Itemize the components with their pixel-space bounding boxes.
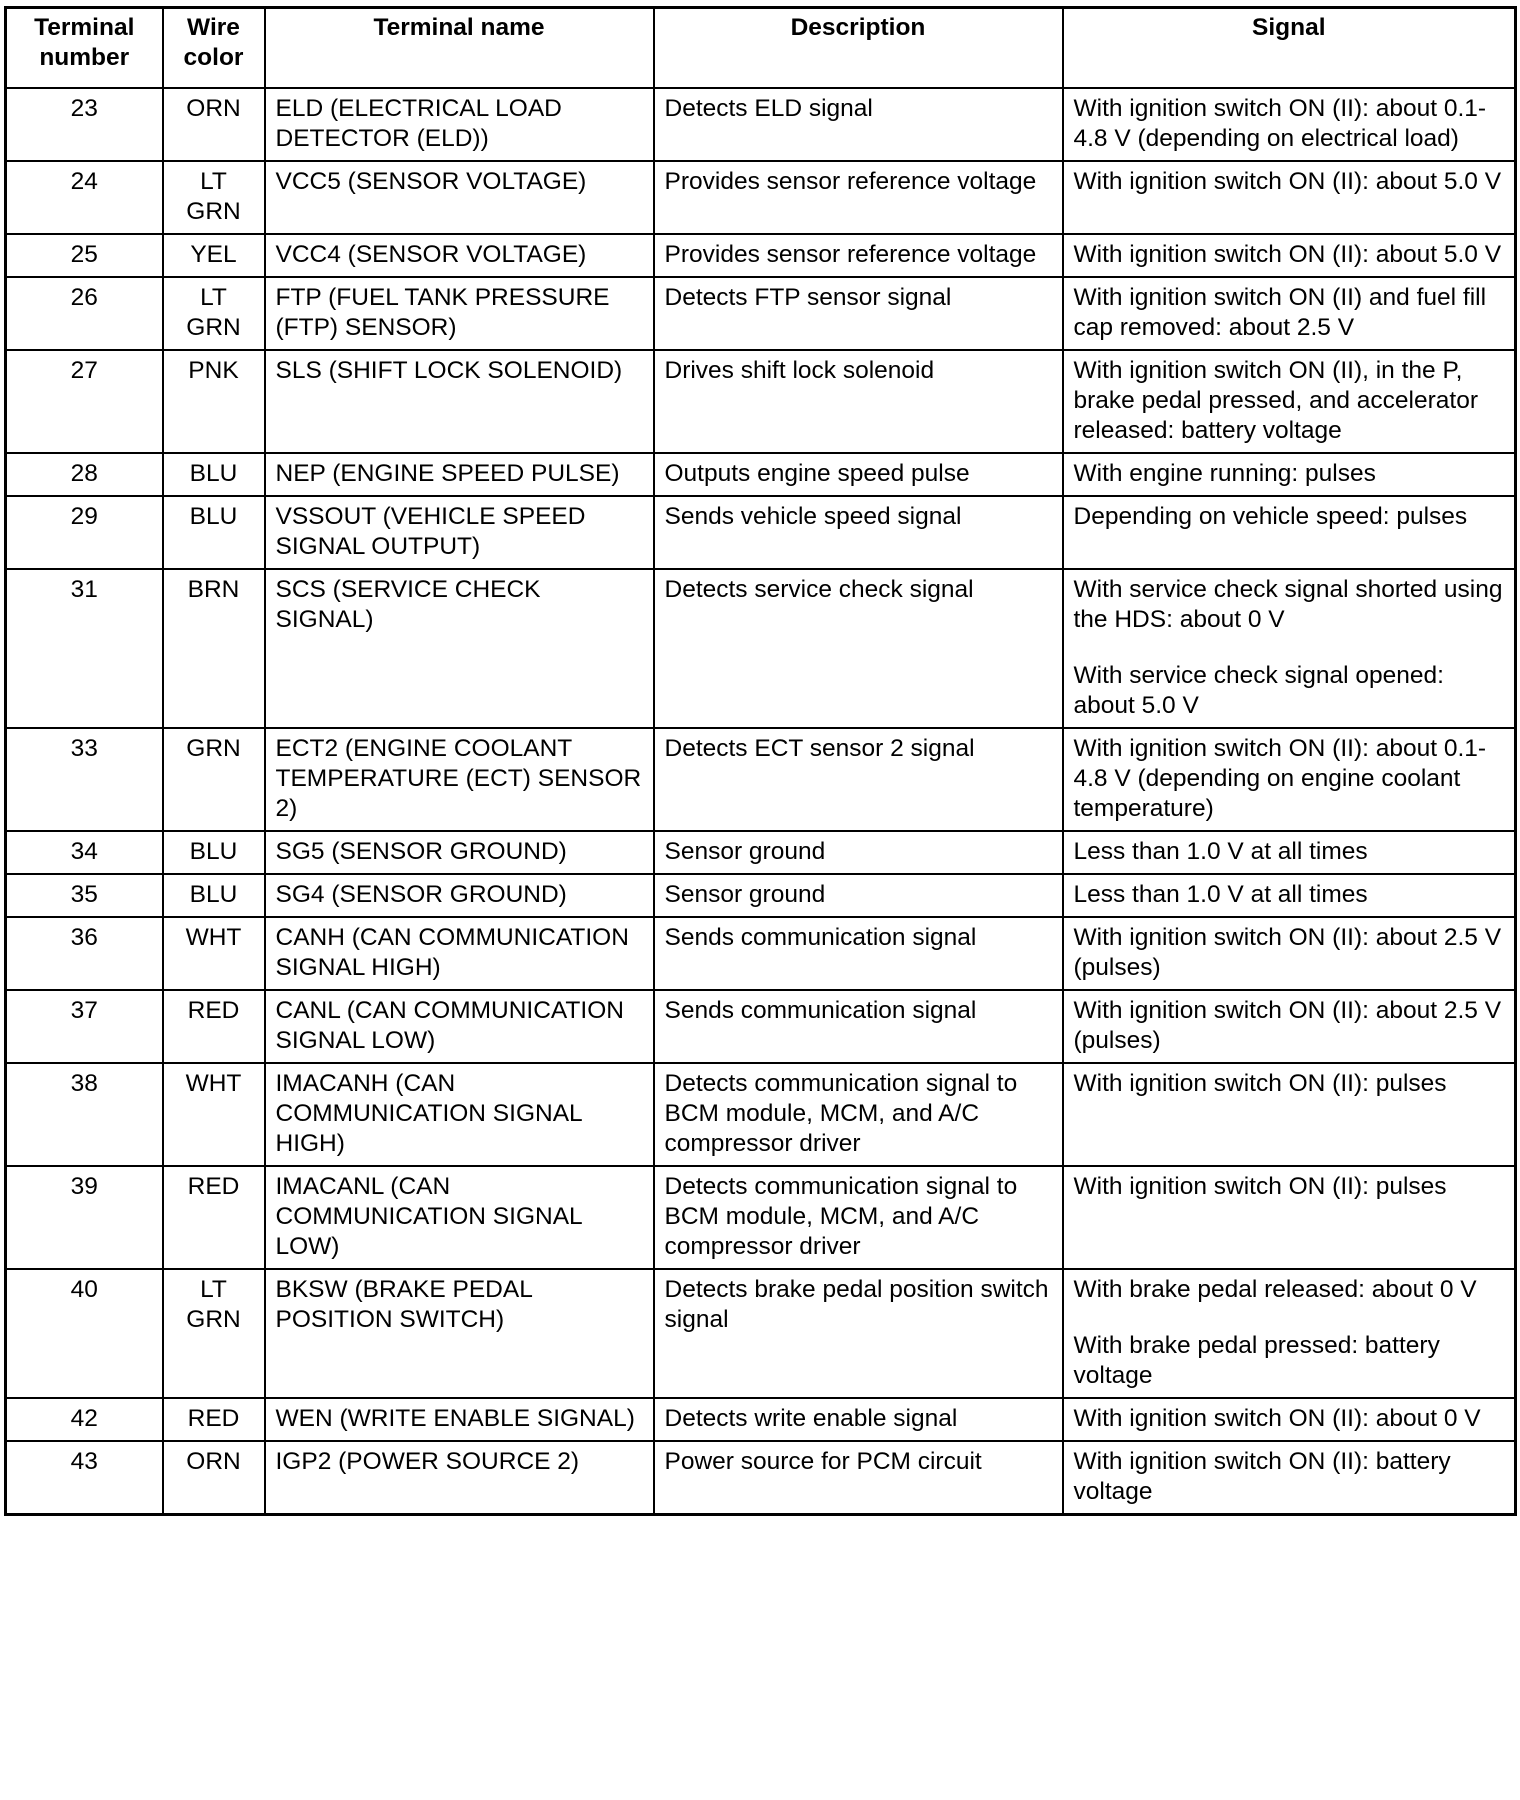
header-row xyxy=(6,8,1516,88)
terminal-number-cell: 24 xyxy=(6,161,163,234)
terminal-name-cell: WEN (WRITE ENABLE SIGNAL) xyxy=(265,1398,654,1441)
header-terminal-number-line-2: number xyxy=(39,44,130,71)
terminal-name-cell: CANH (CAN COMMUNICATION SIGNAL HIGH) xyxy=(265,917,654,990)
signal-cell xyxy=(1063,874,1516,917)
terminal-number-cell: 33 xyxy=(6,728,163,831)
terminal-number-cell: 27 xyxy=(6,350,163,453)
wire-color-cell: LT GRN xyxy=(163,161,265,234)
table-row xyxy=(6,1166,1516,1269)
terminal-name-cell: IGP2 (POWER SOURCE 2) xyxy=(265,1441,654,1515)
signal-paragraph: Less than 1.0 V at all times xyxy=(1073,837,1368,865)
signal-cell xyxy=(1063,1398,1516,1441)
header-wire-color xyxy=(163,8,265,88)
wire-color-cell: GRN xyxy=(163,728,265,831)
table-row xyxy=(6,1441,1516,1515)
signal-paragraph: With engine running: pulses xyxy=(1073,459,1376,487)
table-row xyxy=(6,1063,1516,1166)
terminal-name-cell: NEP (ENGINE SPEED PULSE) xyxy=(265,453,654,496)
signal-cell xyxy=(1063,1166,1516,1269)
terminal-name-cell: SLS (SHIFT LOCK SOLENOID) xyxy=(265,350,654,453)
description-cell: Detects ELD signal xyxy=(654,88,1063,161)
wire-color-cell: RED xyxy=(163,1166,265,1269)
description-cell: Sends vehicle speed signal xyxy=(654,496,1063,569)
table-row xyxy=(6,453,1516,496)
signal-cell xyxy=(1063,1269,1516,1398)
signal-cell xyxy=(1063,496,1516,569)
terminal-number-cell: 31 xyxy=(6,569,163,728)
signal-paragraph: With service check signal opened: about 5.0 V xyxy=(1073,661,1444,719)
table-row xyxy=(6,350,1516,453)
terminal-number-cell: 28 xyxy=(6,453,163,496)
terminal-name-cell: ELD (ELECTRICAL LOAD DETECTOR (ELD)) xyxy=(265,88,654,161)
signal-cell xyxy=(1063,277,1516,350)
terminal-number-cell: 43 xyxy=(6,1441,163,1515)
signal-cell xyxy=(1063,831,1516,874)
terminal-table xyxy=(4,6,1517,1516)
signal-cell xyxy=(1063,234,1516,277)
header-terminal-name: Terminal name xyxy=(265,8,654,88)
signal-cell xyxy=(1063,88,1516,161)
signal-paragraph: With ignition switch ON (II): about 0.1-4.8 V (depending on electrical load) xyxy=(1073,94,1487,152)
table-row xyxy=(6,1398,1516,1441)
terminal-name-cell: VSSOUT (VEHICLE SPEED SIGNAL OUTPUT) xyxy=(265,496,654,569)
wire-color-cell: YEL xyxy=(163,234,265,277)
description-cell: Sensor ground xyxy=(654,874,1063,917)
terminal-number-cell: 23 xyxy=(6,88,163,161)
terminal-number-cell: 35 xyxy=(6,874,163,917)
description-cell: Sends communication signal xyxy=(654,917,1063,990)
terminal-name-cell: VCC5 (SENSOR VOLTAGE) xyxy=(265,161,654,234)
wire-color-cell: RED xyxy=(163,1398,265,1441)
signal-cell xyxy=(1063,990,1516,1063)
signal-cell xyxy=(1063,569,1516,728)
signal-paragraph: With ignition switch ON (II): about 2.5 V (pulses) xyxy=(1073,923,1502,981)
wire-color-cell: BRN xyxy=(163,569,265,728)
description-cell: Power source for PCM circuit xyxy=(654,1441,1063,1515)
signal-cell xyxy=(1063,917,1516,990)
table-row xyxy=(6,917,1516,990)
description-cell: Detects write enable signal xyxy=(654,1398,1063,1441)
description-cell: Sends communication signal xyxy=(654,990,1063,1063)
terminal-name-cell: BKSW (BRAKE PEDAL POSITION SWITCH) xyxy=(265,1269,654,1398)
header-description: Description xyxy=(654,8,1063,88)
signal-paragraph: With ignition switch ON (II) and fuel fill cap removed: about 2.5 V xyxy=(1073,283,1487,341)
terminal-number-cell: 39 xyxy=(6,1166,163,1269)
table-body xyxy=(6,88,1516,1515)
table-row xyxy=(6,1269,1516,1398)
table-row xyxy=(6,728,1516,831)
header-terminal-number xyxy=(6,8,163,88)
terminal-number-cell: 37 xyxy=(6,990,163,1063)
terminal-name-cell: IMACANH (CAN COMMUNICATION SIGNAL HIGH) xyxy=(265,1063,654,1166)
wire-color-cell: BLU xyxy=(163,874,265,917)
signal-paragraph: With ignition switch ON (II): about 0.1-4.8 V (depending on engine coolant temperature) xyxy=(1073,734,1487,822)
terminal-number-cell: 38 xyxy=(6,1063,163,1166)
header-signal: Signal xyxy=(1063,8,1516,88)
signal-paragraph: With ignition switch ON (II): about 5.0 V xyxy=(1073,240,1502,268)
signal-paragraph: Less than 1.0 V at all times xyxy=(1073,880,1368,908)
table-row xyxy=(6,990,1516,1063)
signal-cell xyxy=(1063,350,1516,453)
terminal-name-cell: ECT2 (ENGINE COOLANT TEMPERATURE (ECT) SENSOR 2) xyxy=(265,728,654,831)
terminal-name-cell: FTP (FUEL TANK PRESSURE (FTP) SENSOR) xyxy=(265,277,654,350)
signal-cell xyxy=(1063,728,1516,831)
wire-color-cell: BLU xyxy=(163,453,265,496)
signal-cell xyxy=(1063,161,1516,234)
description-cell: Drives shift lock solenoid xyxy=(654,350,1063,453)
signal-paragraph: With ignition switch ON (II): about 0 V xyxy=(1073,1404,1481,1432)
description-cell: Detects FTP sensor signal xyxy=(654,277,1063,350)
table-row xyxy=(6,496,1516,569)
signal-paragraph: With ignition switch ON (II), in the P, brake pedal pressed, and accelerator released: battery voltage xyxy=(1073,356,1479,444)
terminal-name-cell: SG4 (SENSOR GROUND) xyxy=(265,874,654,917)
signal-cell xyxy=(1063,453,1516,496)
description-cell: Provides sensor reference voltage xyxy=(654,161,1063,234)
header-wire-color-line-2: color xyxy=(183,44,244,71)
wire-color-cell: RED xyxy=(163,990,265,1063)
table-row xyxy=(6,161,1516,234)
description-cell: Detects service check signal xyxy=(654,569,1063,728)
signal-paragraph: With ignition switch ON (II): pulses xyxy=(1073,1172,1447,1200)
signal-paragraph: With ignition switch ON (II): battery voltage xyxy=(1073,1447,1451,1505)
signal-cell xyxy=(1063,1441,1516,1515)
wire-color-cell: WHT xyxy=(163,1063,265,1166)
signal-paragraph: With ignition switch ON (II): about 2.5 V (pulses) xyxy=(1073,996,1502,1054)
terminal-number-cell: 29 xyxy=(6,496,163,569)
wire-color-cell: WHT xyxy=(163,917,265,990)
wire-color-cell: LT GRN xyxy=(163,277,265,350)
table-row xyxy=(6,88,1516,161)
signal-paragraph: With ignition switch ON (II): pulses xyxy=(1073,1069,1447,1097)
terminal-number-cell: 25 xyxy=(6,234,163,277)
signal-paragraph: With ignition switch ON (II): about 5.0 V xyxy=(1073,167,1502,195)
terminal-number-cell: 40 xyxy=(6,1269,163,1398)
table-row xyxy=(6,277,1516,350)
wire-color-cell: LT GRN xyxy=(163,1269,265,1398)
wire-color-cell: PNK xyxy=(163,350,265,453)
signal-paragraph: With brake pedal pressed: battery voltage xyxy=(1073,1331,1440,1389)
terminal-name-cell: IMACANL (CAN COMMUNICATION SIGNAL LOW) xyxy=(265,1166,654,1269)
table-header xyxy=(6,8,1516,88)
terminal-name-cell: SG5 (SENSOR GROUND) xyxy=(265,831,654,874)
terminal-number-cell: 34 xyxy=(6,831,163,874)
wire-color-cell: ORN xyxy=(163,88,265,161)
terminal-number-cell: 42 xyxy=(6,1398,163,1441)
description-cell: Provides sensor reference voltage xyxy=(654,234,1063,277)
description-cell: Outputs engine speed pulse xyxy=(654,453,1063,496)
signal-paragraph: Depending on vehicle speed: pulses xyxy=(1073,502,1468,530)
description-cell: Detects brake pedal position switch signal xyxy=(654,1269,1063,1398)
table-row xyxy=(6,569,1516,728)
table-row xyxy=(6,234,1516,277)
description-cell: Detects communication signal to BCM module, MCM, and A/C compressor driver xyxy=(654,1063,1063,1166)
terminal-number-cell: 26 xyxy=(6,277,163,350)
terminal-name-cell: SCS (SERVICE CHECK SIGNAL) xyxy=(265,569,654,728)
description-cell: Sensor ground xyxy=(654,831,1063,874)
wire-color-cell: BLU xyxy=(163,496,265,569)
table-row xyxy=(6,831,1516,874)
header-wire-color-line-1: Wire xyxy=(187,14,240,41)
terminal-name-cell: CANL (CAN COMMUNICATION SIGNAL LOW) xyxy=(265,990,654,1063)
header-terminal-number-line-1: Terminal xyxy=(34,14,135,41)
terminal-name-cell: VCC4 (SENSOR VOLTAGE) xyxy=(265,234,654,277)
signal-paragraph: With brake pedal released: about 0 V xyxy=(1073,1275,1477,1303)
wire-color-cell: BLU xyxy=(163,831,265,874)
terminal-number-cell: 36 xyxy=(6,917,163,990)
description-cell: Detects ECT sensor 2 signal xyxy=(654,728,1063,831)
wire-color-cell: ORN xyxy=(163,1441,265,1515)
table-row xyxy=(6,874,1516,917)
signal-cell xyxy=(1063,1063,1516,1166)
signal-paragraph: With service check signal shorted using the HDS: about 0 V xyxy=(1073,575,1503,633)
description-cell: Detects communication signal to BCM module, MCM, and A/C compressor driver xyxy=(654,1166,1063,1269)
